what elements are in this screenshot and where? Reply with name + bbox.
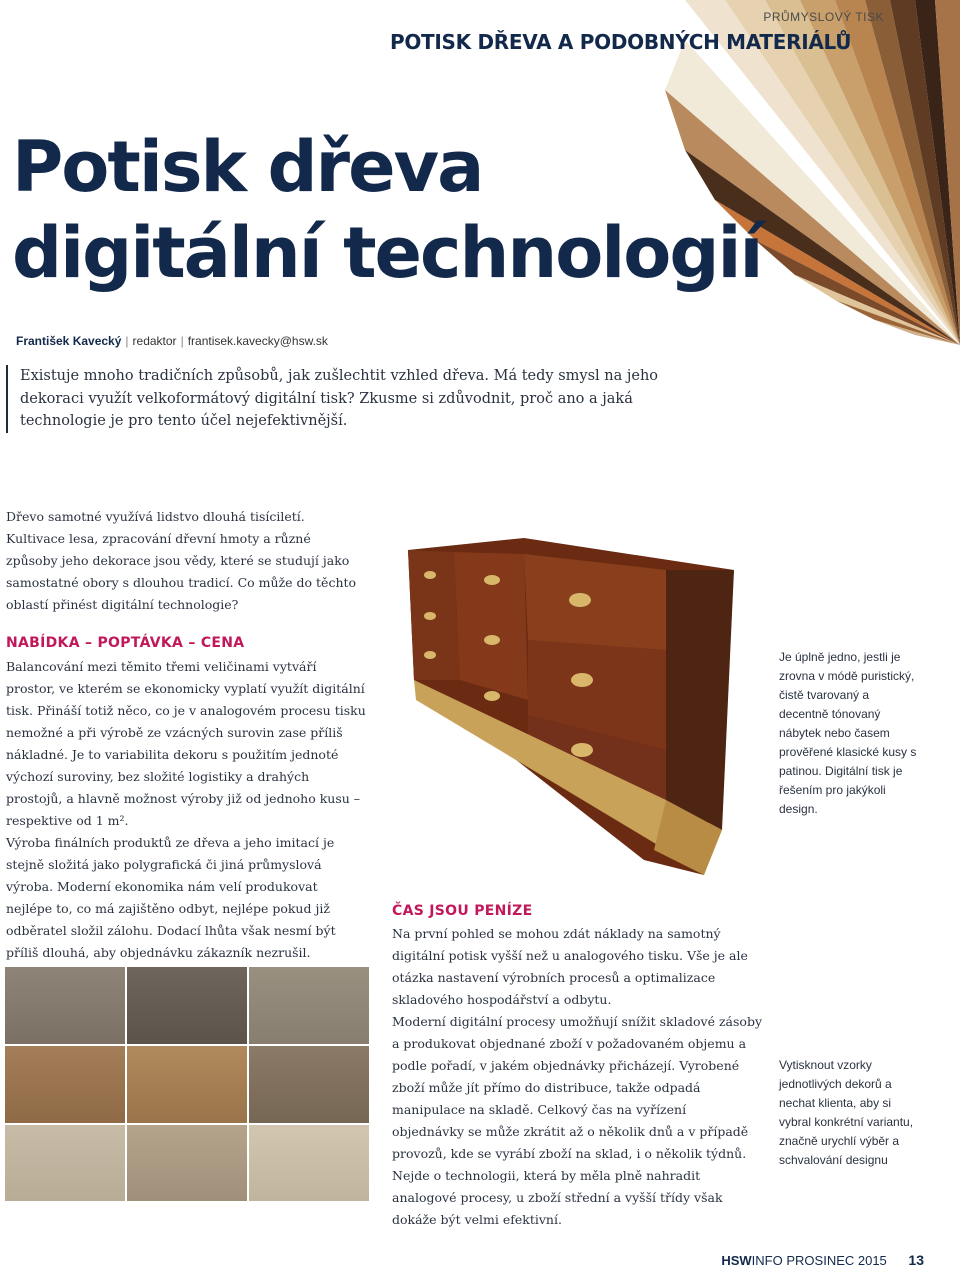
floor-samples-photo [4,966,370,1202]
intro-paragraph: Dřevo samotné využívá lidstvo dlouhá tisíciletí. Kultivace lesa, zpracování dřevní hmoty a různé způsoby jeho dekorace jsou vědy, které se studují jako samostatné obory s dlouhou tradicí. Co může do těchto oblastí přinést digitální technologie? [6,509,357,612]
section-heading-offer: NABÍDKA – POPTÁVKA – CENA [6,635,245,651]
footer-brand: HSW [721,1253,752,1268]
offer-paragraph-1: Balancování mezi těmito třemi veličinami vytváří prostor, ve kterém se ekonomicky vyplatí využít digitální tisk. Přináší totiž něco, co je v analogovém procesu tisku nemožné a při výrobě ze vzácných surovin zase příliš nákladné. Je to variabilita dekoru s použitím jednoté výchozí suroviny, bez složité logistiky a drahých prostojů, a hlavně možnost výroby již od jednoho kusu – respektive od 1 m². [6,659,366,828]
left-column [6,506,366,964]
offer-paragraph-2: Výroba finálních produktů ze dřeva a jeho imitací je stejně složitá jako polygrafická či jiná průmyslová výroba. Moderní ekonomika nám velí produkovat nejlépe to, co má zajištěno odbyt, nejlépe pokud již odběratel složil zálohu. Dodací lhůta však nesmí být příliš dlouhá, aby objednávku zákazník nezrušil. [6,835,336,960]
section-heading-time: ČAS JSOU PENÍZE [392,903,533,919]
time-paragraph-2: Moderní digitální procesy umožňují snížit skladové zásoby a produkovat objednané zboží v požadovaném objemu a podle pořadí, v jakém objednávky přicházejí. Vyrobené zboží může jít přímo do distribuce, takže odpadá manipulace na skladě. Celkový čas na vyřízení objednávky se může zkrátit až o několik dnů a v případě provozů, kde se vyrábí zboží na sklad, i o několik týdnů. Nejde o technologii, která by měla plně nahradit analogové procesy, u zboží střední a vyšší třídy však dokáže být velmi efektivní. [392,1014,763,1227]
byline: František Kavecký | redaktor | frantisek.kavecky@hsw.sk [16,334,328,348]
time-paragraph-1: Na první pohled se mohou zdát náklady na samotný digitální potisk vyšší než u analogového tisku. Vše je ale otázka nastavení výrobních procesů a optimalizace skladového hospodářství a odbytu. [392,926,748,1007]
dresser-photo [404,530,744,875]
page-title [12,124,761,296]
dresser-caption: Je úplně jedno, jestli je zrovna v módě puristický, čistě tvarovaný a decentně tónovaný nábytek nebo časem prověřené klasické kusy s patinou. Digitální tisk je řešením pro jakýkoli design. [779,650,917,816]
author-email[interactable]: frantisek.kavecky@hsw.sk [187,334,328,348]
middle-column [392,900,762,1231]
footer-issue: PROSINEC 2015 [786,1253,887,1268]
author-name: František Kavecký [16,334,122,348]
page-title-line-2: digitální technologií [12,212,762,294]
floor-caption: Vytisknout vzorky jednotlivých dekorů a nechat klienta, aby si vybral konkrétní variantu, značně urychlí výběr a schvalování designu [779,1058,914,1167]
header-title: POTISK DŘEVA A PODOBNÝCH MATERIÁLŮ [390,30,852,54]
page-title-line-1: Potisk dřeva [12,126,483,208]
page-number: 13 [908,1252,924,1268]
footer-brand-suffix: INFO [751,1253,783,1268]
footer [721,1252,924,1268]
author-role: redaktor [132,334,177,348]
section-label: PRŮMYSLOVÝ TISK [763,10,884,24]
lead-paragraph: Existuje mnoho tradičních způsobů, jak zušlechtit vzhled dřeva. Má tedy smysl na jeho dekoraci využít velkoformátový digitální tisk? Zkusme si zdůvodnit, proč ano a jaká technologie je pro tento účel nejefektivnější. [6,365,660,433]
